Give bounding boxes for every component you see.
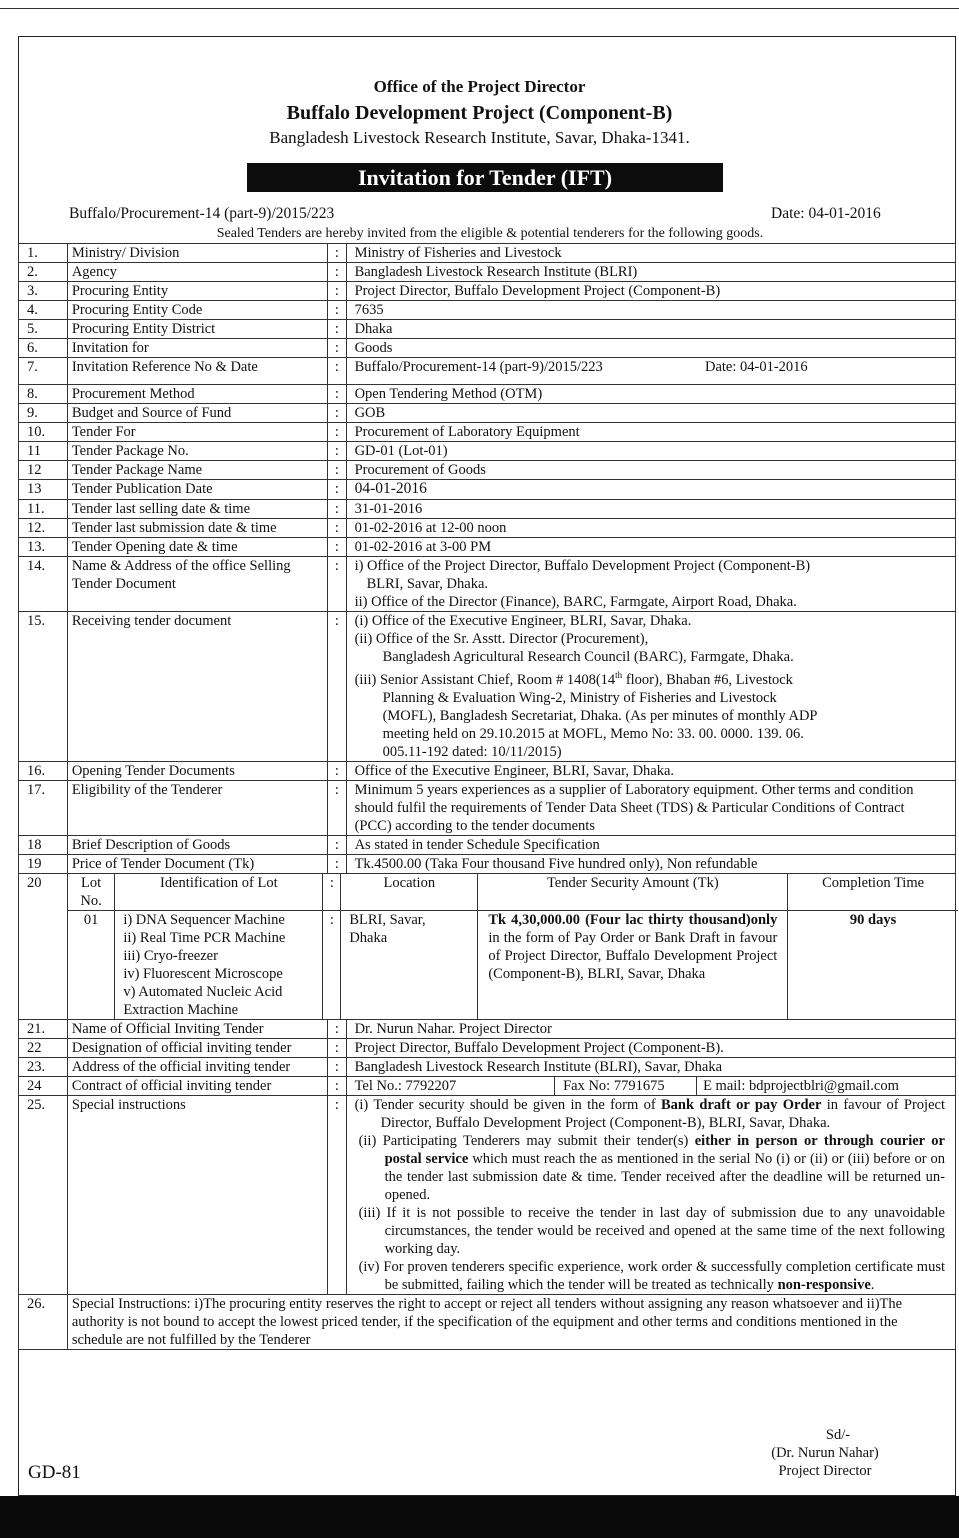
row-label: Tender last submission date & time [67, 519, 327, 538]
row-sl: 13. [19, 538, 68, 557]
row-label: Budget and Source of Fund [67, 404, 327, 423]
row-sl: 10. [19, 423, 68, 442]
instruction-text: which must reach the as mentioned in the serial No (i) or (ii) or (iii) before or on the tender last submission date & time. Tender received after the deadline will be returned un-opened. [384, 1150, 946, 1203]
project-heading: Buffalo Development Project (Component-B) [286, 102, 673, 124]
table-row [19, 538, 956, 557]
colon: : [328, 612, 346, 762]
row-label: Tender last selling date & time [67, 500, 327, 519]
row-value: Procurement of Laboratory Equipment [346, 423, 955, 442]
superscript: th [615, 670, 623, 680]
table-row [19, 780, 956, 835]
row-value: 7635 [346, 301, 955, 320]
row-label: Price of Tender Document (Tk) [67, 854, 327, 873]
instruction-iv [355, 1258, 945, 1294]
selling-office-1-address: BLRI, Savar, Dhaka. [366, 576, 489, 592]
row-sl: 7. [19, 358, 68, 385]
colon: : [328, 263, 346, 282]
colon: : [328, 244, 346, 263]
row-value: Tk.4500.00 (Taka Four thousand Five hundred only), Non refundable [346, 854, 955, 873]
row-label: Procuring Entity [67, 282, 327, 301]
colon: : [323, 910, 341, 1019]
signatory-name: (Dr. Nurun Nahar) [771, 1445, 879, 1461]
row-sl: 23. [19, 1057, 68, 1076]
row-label: Receiving tender document [67, 612, 327, 762]
ift-banner: Invitation for Tender (IFT) [247, 163, 723, 192]
row-sl: 21. [19, 1019, 68, 1038]
reference-date: Date: 04-01-2016 [705, 359, 808, 375]
row-label: Eligibility of the Tenderer [67, 780, 327, 835]
receiving-office-3-text: (iii) Senior Assistant Chief, Room # 1408(14 [354, 671, 616, 688]
row-value: 01-02-2016 at 3-00 PM [346, 538, 955, 557]
row-sl: 20 [19, 873, 68, 1019]
row-value: Minimum 5 years experiences as a supplier of Laboratory equipment. Other terms and condition should fulfil the requirements of Tender Data Sheet (TDS) & Particular Conditions of Contract (PCC) according to the tender documents [346, 780, 955, 835]
colon: : [328, 500, 346, 519]
row-sl: 6. [19, 339, 68, 358]
table-row [19, 282, 956, 301]
row-value: Procurement of Goods [346, 461, 955, 480]
lot-identification-header: Identification of Lot [115, 874, 323, 911]
receiving-offices [346, 612, 955, 762]
table-row [19, 519, 956, 538]
colon: : [328, 1076, 346, 1095]
colon: : [328, 519, 346, 538]
office-heading: Office of the Project Director [373, 77, 586, 96]
colon: : [328, 854, 346, 873]
tender-security-header: Tender Security Amount (Tk) [478, 874, 788, 911]
row-label: Procuring Entity Code [67, 301, 327, 320]
colon: : [328, 557, 346, 612]
row-sl: 11 [19, 442, 68, 461]
row-sl: 1. [19, 244, 68, 263]
security-amount-text: in the form of Pay Order or Bank Draft in favour of Project Director, Buffalo Development Project (Component-B), BLRI, Savar, Dhaka [488, 929, 778, 982]
row-value [346, 358, 955, 385]
top-rule [0, 8, 959, 9]
colon: : [328, 835, 346, 854]
row-sl: 15. [19, 612, 68, 762]
instruction-bold: non-responsive [777, 1276, 871, 1293]
contact-table [347, 1077, 959, 1095]
instruction-i [355, 1096, 945, 1132]
colon: : [328, 358, 346, 385]
row-sl: 18 [19, 835, 68, 854]
table-row [19, 761, 956, 780]
lot-table [68, 874, 958, 1019]
row-label: Special instructions [67, 1095, 327, 1294]
row-sl: 12 [19, 461, 68, 480]
row-label: Tender Opening date & time [67, 538, 327, 557]
row-label: Name & Address of the office Selling Tender Document [67, 557, 327, 612]
row-label: Tender For [67, 423, 327, 442]
table-row [19, 1038, 956, 1057]
colon: : [328, 404, 346, 423]
notice-date: Date: 04-01-2016 [771, 205, 881, 222]
receiving-office-3-line: meeting held on 29.10.2015 at MOFL, Memo No: 33. 00. 0000. 139. 06. [382, 725, 804, 742]
row-label: Agency [67, 263, 327, 282]
reference-number: Buffalo/Procurement-14 (part-9)/2015/223 [69, 205, 335, 222]
table-row [19, 358, 956, 385]
lot-item: v) Automated Nucleic Acid Extraction Machine [123, 983, 283, 1018]
table-row [19, 480, 956, 500]
colon: : [328, 339, 346, 358]
row-value: Dr. Nurun Nahar. Project Director [346, 1019, 955, 1038]
row-value: GOB [346, 404, 955, 423]
row-value: Ministry of Fisheries and Livestock [346, 244, 955, 263]
telephone: Tel No.: 7792207 [354, 1077, 457, 1094]
row-value: Bangladesh Livestock Research Institute (BLRI) [346, 263, 955, 282]
row-value: Bangladesh Livestock Research Institute (BLRI), Savar, Dhaka [346, 1057, 955, 1076]
row-sl: 26. [19, 1294, 68, 1349]
reference-value: Buffalo/Procurement-14 (part-9)/2015/223 [354, 359, 603, 375]
institute-heading: Bangladesh Livestock Research Institute, Savar, Dhaka-1341. [269, 128, 690, 147]
colon: : [328, 1057, 346, 1076]
receiving-office-1: (i) Office of the Executive Engineer, BLRI, Savar, Dhaka. [354, 613, 692, 629]
completion-time: 90 days [788, 910, 958, 1019]
colon: : [328, 282, 346, 301]
row-sl: 22 [19, 1038, 68, 1057]
table-row [19, 1057, 956, 1076]
row-label: Brief Description of Goods [67, 835, 327, 854]
row-sl: 9. [19, 404, 68, 423]
lot-item: ii) Real Time PCR Machine [123, 929, 286, 946]
signature-mark: Sd/- [825, 1427, 851, 1443]
lot-number-header: Lot No. [68, 874, 115, 911]
contact-cell [346, 1076, 955, 1095]
row-sl: 11. [19, 500, 68, 519]
security-amount-bold: Tk 4,30,000.00 (Four lac thirty thousand)only [488, 911, 778, 928]
row-value: Dhaka [346, 320, 955, 339]
lot-items [115, 910, 323, 1019]
row-sl: 4. [19, 301, 68, 320]
row-label: Tender Package No. [67, 442, 327, 461]
location-header: Location [341, 874, 478, 911]
receiving-office-3-line: Planning & Evaluation Wing-2, Ministry of Fisheries and Livestock [382, 689, 777, 706]
selling-office-2: ii) Office of the Director (Finance), BARC, Farmgate, Airport Road, Dhaka. [354, 594, 797, 610]
row-label: Procuring Entity District [67, 320, 327, 339]
instruction-iii: (iii) If it is not possible to receive the tender in last day of submission due to any unavoidable circumstances, the tender would be received and opened at the same time of the next following working day. [358, 1204, 945, 1257]
row-value: GD-01 (Lot-01) [346, 442, 955, 461]
table-row [19, 1294, 956, 1349]
row-sl: 14. [19, 557, 68, 612]
instruction-text: in favour of Project Director, Buffalo Development Project (Component-B), BLRI, Savar, Dhaka. [380, 1096, 945, 1131]
instruction-text: (ii) Participating Tenderers may submit their tender(s) [358, 1132, 695, 1149]
row-label: Address of the official inviting tender [67, 1057, 327, 1076]
colon: : [328, 761, 346, 780]
fax: Fax No: 7791675 [555, 1077, 697, 1095]
row-value: Open Tendering Method (OTM) [346, 385, 955, 404]
row-label: Designation of official inviting tender [67, 1038, 327, 1057]
table-row [19, 854, 956, 873]
row-label: Contract of official inviting tender [67, 1076, 327, 1095]
contact-row [19, 1076, 956, 1095]
colon: : [328, 538, 346, 557]
instruction-bold: Bank draft or pay Order [661, 1096, 822, 1113]
table-row [19, 442, 956, 461]
table-row [19, 612, 956, 762]
lot-location: BLRI, Savar, Dhaka [341, 910, 478, 1019]
colon: : [328, 1038, 346, 1057]
colon: : [328, 780, 346, 835]
row-value: Project Director, Buffalo Development Project (Component-B). [346, 1038, 955, 1057]
table-row [19, 385, 956, 404]
table-row [19, 557, 956, 612]
receiving-office-3-line: 005.11-192 dated: 10/11/2015) [382, 743, 562, 760]
receiving-office-2: (ii) Office of the Sr. Asstt. Director (Procurement), [354, 631, 649, 647]
signature-block [745, 1426, 905, 1480]
row-sl: 19 [19, 854, 68, 873]
tender-table-wrapper [18, 243, 956, 1350]
colon: : [328, 1019, 346, 1038]
lot-table-row [19, 873, 956, 1019]
footer-code: GD-81 [28, 1462, 81, 1483]
lot-item: iii) Cryo-freezer [123, 947, 218, 964]
selling-offices [346, 557, 955, 612]
row-value: As stated in tender Schedule Specification [346, 835, 955, 854]
lot-item: iv) Fluorescent Microscope [123, 965, 283, 982]
row-label: Name of Official Inviting Tender [67, 1019, 327, 1038]
receiving-office-3-text: floor), Bhaban #6, Livestock [622, 671, 793, 688]
colon: : [328, 1095, 346, 1294]
intro-text: Sealed Tenders are hereby invited from the eligible & potential tenderers for the following goods. [216, 226, 764, 241]
colon: : [328, 320, 346, 339]
table-row [19, 263, 956, 282]
row-sl: 17. [19, 780, 68, 835]
selling-office-1: i) Office of the Project Director, Buffalo Development Project (Component-B) [354, 558, 811, 574]
row-value: 31-01-2016 [346, 500, 955, 519]
row-sl: 12. [19, 519, 68, 538]
tender-table [18, 243, 956, 1350]
row-value: 04-01-2016 [346, 480, 955, 500]
colon: : [328, 480, 346, 500]
colon: : [328, 423, 346, 442]
lot-row [68, 910, 958, 1019]
row-value: Project Director, Buffalo Development Project (Component-B) [346, 282, 955, 301]
row-label: Invitation for [67, 339, 327, 358]
row-label: Tender Package Name [67, 461, 327, 480]
receiving-office-2-address: Bangladesh Agricultural Research Council (BARC), Farmgate, Dhaka. [382, 649, 794, 665]
table-row [19, 339, 956, 358]
lot-number: 01 [68, 910, 115, 1019]
colon: : [328, 461, 346, 480]
instruction-text: (i) Tender security should be given in the form of [354, 1096, 662, 1113]
receiving-office-3 [355, 666, 951, 689]
row-sl: 5. [19, 320, 68, 339]
row-value: 01-02-2016 at 12-00 noon [346, 519, 955, 538]
special-instructions [346, 1095, 955, 1294]
lot-header-row [68, 874, 958, 911]
row-value: Goods [346, 339, 955, 358]
row-label: Tender Publication Date [67, 480, 327, 500]
table-row [19, 461, 956, 480]
colon: : [328, 442, 346, 461]
special-instructions-row [19, 1095, 956, 1294]
tender-security-amount [478, 910, 788, 1019]
row-sl: 16. [19, 761, 68, 780]
instruction-text: (iv) For proven tenderers specific experience, work order & successfully completion certificate must be submitted, failing which the tender will be treated as technically [358, 1258, 945, 1293]
row-sl: 25. [19, 1095, 68, 1294]
row-sl: 3. [19, 282, 68, 301]
lot-cell [67, 873, 955, 1019]
table-row [19, 835, 956, 854]
row-label: Ministry/ Division [67, 244, 327, 263]
lot-item: i) DNA Sequencer Machine [123, 911, 285, 928]
row-value: Office of the Executive Engineer, BLRI, Savar, Dhaka. [346, 761, 955, 780]
table-row [19, 301, 956, 320]
email: E mail: bdprojectblri@gmail.com [703, 1077, 899, 1094]
colon: : [323, 874, 341, 911]
row-sl: 2. [19, 263, 68, 282]
general-instructions: Special Instructions: i)The procuring entity reserves the right to accept or reject all tenders without assigning any reason whatsoever and ii)The authority is not bound to accept the lowest priced tender, if the specification of the equipment and other terms and conditions mentioned in the schedule are not fulfilled by the Tenderer [67, 1294, 955, 1349]
table-row [19, 320, 956, 339]
bottom-bar [0, 1496, 959, 1538]
instruction-ii [355, 1132, 945, 1204]
instruction-text: . [870, 1276, 875, 1293]
table-row [19, 244, 956, 263]
table-row [19, 404, 956, 423]
instruction-bold: either in person or through courier or postal service [384, 1132, 945, 1167]
table-row [19, 500, 956, 519]
colon: : [328, 385, 346, 404]
signatory-title: Project Director [778, 1463, 872, 1479]
table-row [19, 423, 956, 442]
row-label: Invitation Reference No & Date [67, 358, 327, 385]
row-sl: 24 [19, 1076, 68, 1095]
table-row [19, 1019, 956, 1038]
row-sl: 13 [19, 480, 68, 500]
colon: : [328, 301, 346, 320]
receiving-office-3-line: (MOFL), Bangladesh Secretariat, Dhaka. (As per minutes of monthly ADP [382, 707, 818, 724]
row-label: Opening Tender Documents [67, 761, 327, 780]
completion-time-header: Completion Time [788, 874, 958, 911]
row-sl: 8. [19, 385, 68, 404]
row-label: Procurement Method [67, 385, 327, 404]
